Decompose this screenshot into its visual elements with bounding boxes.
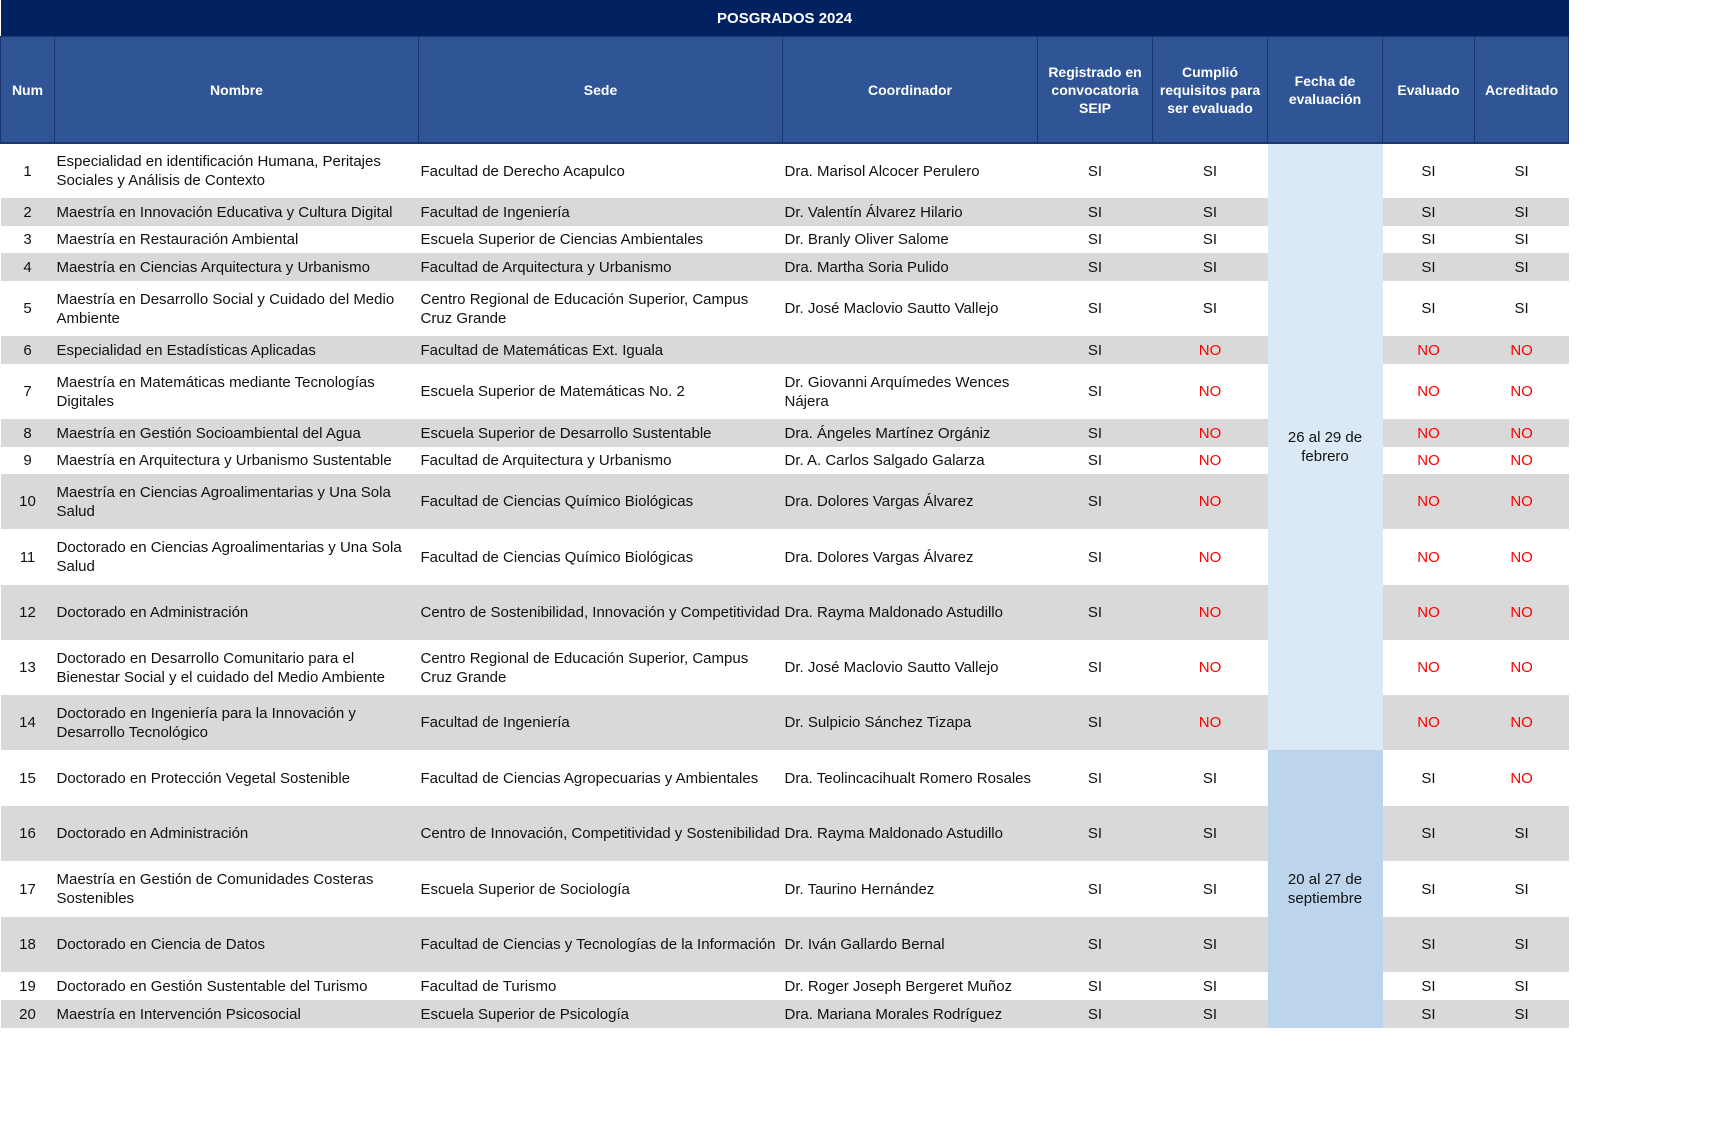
cell-registrado: SI xyxy=(1038,695,1153,750)
cell-acreditado: NO xyxy=(1475,447,1569,474)
cell-sede: Facultad de Ingeniería xyxy=(419,198,783,226)
cell-acreditado: NO xyxy=(1475,640,1569,695)
cell-cumplio: SI xyxy=(1153,806,1268,861)
cell-coordinador: Dr. Iván Gallardo Bernal xyxy=(783,917,1038,972)
cell-registrado: SI xyxy=(1038,474,1153,529)
cell-evaluado: SI xyxy=(1383,972,1475,1000)
cell-nombre: Maestría en Matemáticas mediante Tecnologías Digitales xyxy=(55,364,419,419)
cell-nombre: Especialidad en identificación Humana, Peritajes Sociales y Análisis de Contexto xyxy=(55,143,419,198)
cell-cumplio: SI xyxy=(1153,198,1268,226)
header-num: Num xyxy=(1,37,55,144)
cell-sede: Facultad de Ingeniería xyxy=(419,695,783,750)
cell-acreditado: NO xyxy=(1475,336,1569,364)
cell-nombre: Doctorado en Administración xyxy=(55,585,419,640)
cell-acreditado: SI xyxy=(1475,253,1569,281)
cell-cumplio: SI xyxy=(1153,226,1268,253)
cell-sede: Centro Regional de Educación Superior, Campus Cruz Grande xyxy=(419,281,783,336)
table-row xyxy=(1,143,1569,198)
cell-acreditado: SI xyxy=(1475,143,1569,198)
cell-num: 13 xyxy=(1,640,55,695)
cell-coordinador: Dr. Taurino Hernández xyxy=(783,861,1038,917)
cell-evaluado: SI xyxy=(1383,198,1475,226)
cell-coordinador: Dr. Valentín Álvarez Hilario xyxy=(783,198,1038,226)
table-row xyxy=(1,750,1569,806)
header-acreditado: Acreditado xyxy=(1475,37,1569,144)
cell-coordinador: Dra. Dolores Vargas Álvarez xyxy=(783,529,1038,585)
cell-registrado: SI xyxy=(1038,281,1153,336)
cell-evaluado: NO xyxy=(1383,474,1475,529)
cell-registrado: SI xyxy=(1038,447,1153,474)
cell-acreditado: NO xyxy=(1475,419,1569,447)
cell-sede: Facultad de Matemáticas Ext. Iguala xyxy=(419,336,783,364)
cell-sede: Escuela Superior de Matemáticas No. 2 xyxy=(419,364,783,419)
cell-num: 9 xyxy=(1,447,55,474)
cell-registrado: SI xyxy=(1038,806,1153,861)
cell-registrado: SI xyxy=(1038,585,1153,640)
cell-evaluado: SI xyxy=(1383,226,1475,253)
cell-nombre: Doctorado en Protección Vegetal Sostenible xyxy=(55,750,419,806)
cell-coordinador: Dra. Martha Soria Pulido xyxy=(783,253,1038,281)
cell-acreditado: SI xyxy=(1475,198,1569,226)
cell-coordinador xyxy=(783,336,1038,364)
cell-cumplio: NO xyxy=(1153,336,1268,364)
cell-acreditado: SI xyxy=(1475,1000,1569,1028)
cell-sede: Facultad de Arquitectura y Urbanismo xyxy=(419,447,783,474)
cell-nombre: Maestría en Restauración Ambiental xyxy=(55,226,419,253)
cell-cumplio: SI xyxy=(1153,253,1268,281)
cell-acreditado: SI xyxy=(1475,917,1569,972)
cell-num: 18 xyxy=(1,917,55,972)
cell-cumplio: NO xyxy=(1153,364,1268,419)
cell-sede: Facultad de Ciencias Químico Biológicas xyxy=(419,474,783,529)
cell-coordinador: Dr. Giovanni Arquímedes Wences Nájera xyxy=(783,364,1038,419)
cell-coordinador: Dra. Rayma Maldonado Astudillo xyxy=(783,585,1038,640)
cell-coordinador: Dra. Teolincacihualt Romero Rosales xyxy=(783,750,1038,806)
cell-evaluado: SI xyxy=(1383,281,1475,336)
cell-cumplio: NO xyxy=(1153,474,1268,529)
cell-nombre: Doctorado en Ciencia de Datos xyxy=(55,917,419,972)
cell-cumplio: SI xyxy=(1153,1000,1268,1028)
cell-registrado: SI xyxy=(1038,143,1153,198)
cell-num: 8 xyxy=(1,419,55,447)
cell-cumplio: SI xyxy=(1153,750,1268,806)
cell-acreditado: NO xyxy=(1475,750,1569,806)
cell-fecha-grupo1: 26 al 29 de febrero xyxy=(1268,143,1383,750)
cell-sede: Escuela Superior de Sociología xyxy=(419,861,783,917)
cell-num: 15 xyxy=(1,750,55,806)
cell-coordinador: Dr. Sulpicio Sánchez Tizapa xyxy=(783,695,1038,750)
cell-evaluado: NO xyxy=(1383,419,1475,447)
cell-num: 2 xyxy=(1,198,55,226)
cell-num: 14 xyxy=(1,695,55,750)
cell-evaluado: NO xyxy=(1383,529,1475,585)
cell-num: 11 xyxy=(1,529,55,585)
cell-cumplio: SI xyxy=(1153,143,1268,198)
cell-coordinador: Dra. Marisol Alcocer Perulero xyxy=(783,143,1038,198)
cell-coordinador: Dra. Ángeles Martínez Orgániz xyxy=(783,419,1038,447)
cell-evaluado: SI xyxy=(1383,861,1475,917)
cell-sede: Facultad de Turismo xyxy=(419,972,783,1000)
cell-nombre: Doctorado en Desarrollo Comunitario para el Bienestar Social y el cuidado del Medio Ambiente xyxy=(55,640,419,695)
cell-registrado: SI xyxy=(1038,198,1153,226)
cell-coordinador: Dra. Dolores Vargas Álvarez xyxy=(783,474,1038,529)
cell-registrado: SI xyxy=(1038,364,1153,419)
cell-cumplio: NO xyxy=(1153,695,1268,750)
cell-num: 4 xyxy=(1,253,55,281)
cell-num: 12 xyxy=(1,585,55,640)
cell-cumplio: NO xyxy=(1153,447,1268,474)
cell-cumplio: SI xyxy=(1153,861,1268,917)
cell-cumplio: NO xyxy=(1153,419,1268,447)
cell-acreditado: SI xyxy=(1475,806,1569,861)
cell-acreditado: SI xyxy=(1475,226,1569,253)
cell-registrado: SI xyxy=(1038,419,1153,447)
cell-nombre: Maestría en Ciencias Agroalimentarias y Una Sola Salud xyxy=(55,474,419,529)
cell-evaluado: SI xyxy=(1383,806,1475,861)
cell-cumplio: SI xyxy=(1153,972,1268,1000)
cell-coordinador: Dr. A. Carlos Salgado Galarza xyxy=(783,447,1038,474)
header-registrado: Registrado en convocatoria SEIP xyxy=(1038,37,1153,144)
cell-num: 5 xyxy=(1,281,55,336)
cell-cumplio: NO xyxy=(1153,529,1268,585)
cell-registrado: SI xyxy=(1038,917,1153,972)
cell-cumplio: NO xyxy=(1153,585,1268,640)
cell-evaluado: NO xyxy=(1383,447,1475,474)
cell-coordinador: Dr. Roger Joseph Bergeret Muñoz xyxy=(783,972,1038,1000)
cell-registrado: SI xyxy=(1038,226,1153,253)
cell-nombre: Maestría en Desarrollo Social y Cuidado del Medio Ambiente xyxy=(55,281,419,336)
cell-sede: Escuela Superior de Psicología xyxy=(419,1000,783,1028)
cell-evaluado: SI xyxy=(1383,143,1475,198)
cell-coordinador: Dr. José Maclovio Sautto Vallejo xyxy=(783,281,1038,336)
cell-registrado: SI xyxy=(1038,750,1153,806)
cell-num: 20 xyxy=(1,1000,55,1028)
cell-nombre: Maestría en Ciencias Arquitectura y Urbanismo xyxy=(55,253,419,281)
cell-registrado: SI xyxy=(1038,336,1153,364)
cell-evaluado: SI xyxy=(1383,253,1475,281)
cell-cumplio: SI xyxy=(1153,281,1268,336)
cell-evaluado: SI xyxy=(1383,917,1475,972)
cell-acreditado: NO xyxy=(1475,474,1569,529)
header-coordinador: Coordinador xyxy=(783,37,1038,144)
cell-acreditado: NO xyxy=(1475,695,1569,750)
cell-evaluado: NO xyxy=(1383,364,1475,419)
cell-num: 17 xyxy=(1,861,55,917)
cell-num: 3 xyxy=(1,226,55,253)
cell-sede: Centro de Sostenibilidad, Innovación y Competitividad xyxy=(419,585,783,640)
cell-acreditado: SI xyxy=(1475,861,1569,917)
cell-sede: Facultad de Derecho Acapulco xyxy=(419,143,783,198)
cell-coordinador: Dr. José Maclovio Sautto Vallejo xyxy=(783,640,1038,695)
cell-acreditado: NO xyxy=(1475,585,1569,640)
cell-fecha-grupo2: 20 al 27 de septiembre xyxy=(1268,750,1383,1028)
cell-sede: Escuela Superior de Desarrollo Sustentable xyxy=(419,419,783,447)
cell-sede: Facultad de Ciencias y Tecnologías de la Información xyxy=(419,917,783,972)
cell-registrado: SI xyxy=(1038,253,1153,281)
cell-num: 16 xyxy=(1,806,55,861)
header-cumplio: Cumplió requisitos para ser evaluado xyxy=(1153,37,1268,144)
cell-nombre: Especialidad en Estadísticas Aplicadas xyxy=(55,336,419,364)
cell-registrado: SI xyxy=(1038,972,1153,1000)
cell-evaluado: NO xyxy=(1383,640,1475,695)
cell-evaluado: SI xyxy=(1383,1000,1475,1028)
cell-nombre: Doctorado en Ingeniería para la Innovación y Desarrollo Tecnológico xyxy=(55,695,419,750)
cell-coordinador: Dra. Rayma Maldonado Astudillo xyxy=(783,806,1038,861)
cell-nombre: Maestría en Intervención Psicosocial xyxy=(55,1000,419,1028)
cell-registrado: SI xyxy=(1038,861,1153,917)
cell-coordinador: Dra. Mariana Morales Rodríguez xyxy=(783,1000,1038,1028)
cell-cumplio: NO xyxy=(1153,640,1268,695)
header-sede: Sede xyxy=(419,37,783,144)
cell-acreditado: SI xyxy=(1475,281,1569,336)
cell-num: 6 xyxy=(1,336,55,364)
cell-evaluado: NO xyxy=(1383,695,1475,750)
cell-num: 19 xyxy=(1,972,55,1000)
cell-sede: Facultad de Ciencias Químico Biológicas xyxy=(419,529,783,585)
cell-acreditado: NO xyxy=(1475,364,1569,419)
cell-num: 1 xyxy=(1,143,55,198)
cell-evaluado: NO xyxy=(1383,585,1475,640)
table-title: POSGRADOS 2024 xyxy=(1,0,1569,37)
cell-registrado: SI xyxy=(1038,640,1153,695)
cell-coordinador: Dr. Branly Oliver Salome xyxy=(783,226,1038,253)
cell-registrado: SI xyxy=(1038,1000,1153,1028)
cell-nombre: Maestría en Arquitectura y Urbanismo Sustentable xyxy=(55,447,419,474)
cell-sede: Centro Regional de Educación Superior, Campus Cruz Grande xyxy=(419,640,783,695)
header-evaluado: Evaluado xyxy=(1383,37,1475,144)
cell-sede: Facultad de Ciencias Agropecuarias y Ambientales xyxy=(419,750,783,806)
cell-registrado: SI xyxy=(1038,529,1153,585)
cell-acreditado: SI xyxy=(1475,972,1569,1000)
cell-evaluado: NO xyxy=(1383,336,1475,364)
cell-nombre: Doctorado en Ciencias Agroalimentarias y Una Sola Salud xyxy=(55,529,419,585)
cell-cumplio: SI xyxy=(1153,917,1268,972)
cell-nombre: Maestría en Gestión de Comunidades Costeras Sostenibles xyxy=(55,861,419,917)
cell-sede: Centro de Innovación, Competitividad y Sostenibilidad xyxy=(419,806,783,861)
cell-evaluado: SI xyxy=(1383,750,1475,806)
cell-nombre: Doctorado en Administración xyxy=(55,806,419,861)
cell-nombre: Doctorado en Gestión Sustentable del Turismo xyxy=(55,972,419,1000)
header-fecha: Fecha de evaluación xyxy=(1268,37,1383,144)
cell-num: 7 xyxy=(1,364,55,419)
cell-nombre: Maestría en Innovación Educativa y Cultura Digital xyxy=(55,198,419,226)
cell-acreditado: NO xyxy=(1475,529,1569,585)
cell-sede: Escuela Superior de Ciencias Ambientales xyxy=(419,226,783,253)
table-body xyxy=(1,143,1569,1028)
header-nombre: Nombre xyxy=(55,37,419,144)
cell-nombre: Maestría en Gestión Socioambiental del Agua xyxy=(55,419,419,447)
cell-sede: Facultad de Arquitectura y Urbanismo xyxy=(419,253,783,281)
cell-num: 10 xyxy=(1,474,55,529)
